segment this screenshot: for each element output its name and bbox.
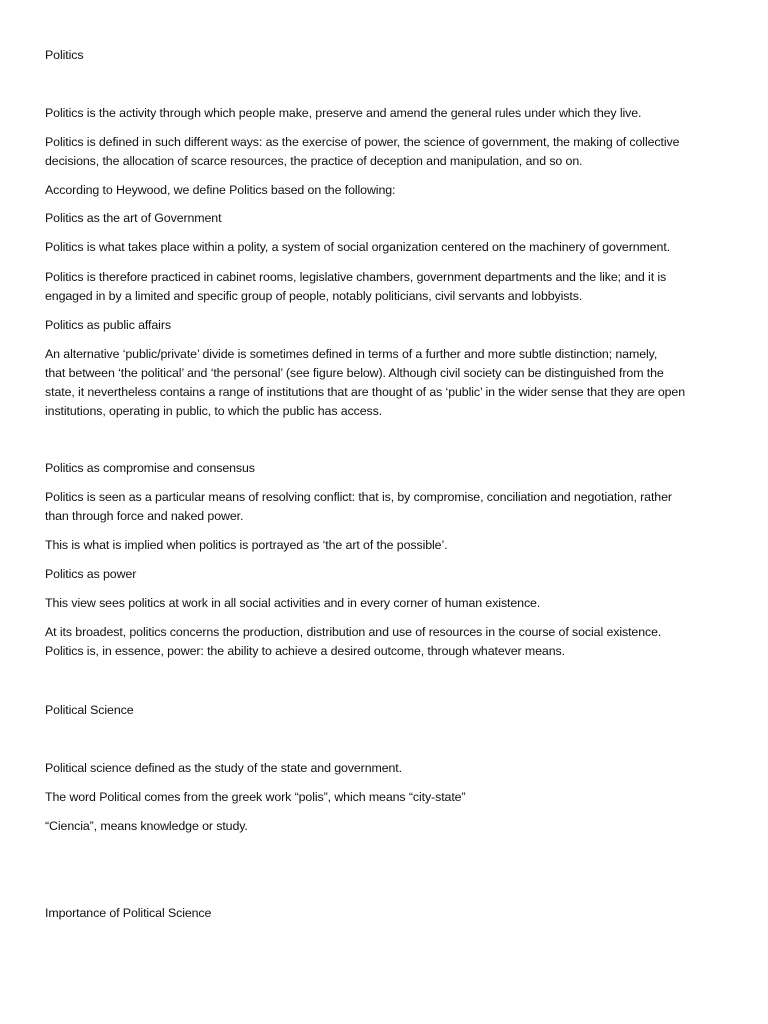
art-of-government-paragraph-2-line-2: engaged in by a limited and specific group of people, notably politicians, civil servants and lobbyists. <box>45 289 583 303</box>
section-heading-power: Politics as power <box>45 567 137 581</box>
compromise-paragraph-1-line-1: Politics is seen as a particular means of resolving conflict: that is, by compromise, conciliation and negotiation, rather <box>45 490 672 504</box>
political-science-etymology-ciencia: “Ciencia”, means knowledge or study. <box>45 819 248 833</box>
section-heading-political-science: Political Science <box>45 703 134 717</box>
public-affairs-line-2: that between ‘the political’ and ‘the personal’ (see figure below). Although civil society can be distinguished from the <box>45 366 664 380</box>
political-science-definition: Political science defined as the study of the state and government. <box>45 761 402 775</box>
compromise-paragraph-1-line-2: than through force and naked power. <box>45 509 244 523</box>
art-of-government-paragraph-1: Politics is what takes place within a polity, a system of social organization centered on the machinery of government. <box>45 240 671 254</box>
section-heading-importance: Importance of Political Science <box>45 906 212 920</box>
document-title: Politics <box>45 48 84 62</box>
section-heading-art-of-government: Politics as the art of Government <box>45 211 222 225</box>
power-paragraph-1: This view sees politics at work in all social activities and in every corner of human existence. <box>45 596 541 610</box>
public-affairs-line-3: state, it nevertheless contains a range of institutions that are thought of as ‘public’ in the wider sense that they are open <box>45 385 686 399</box>
intro-definition: Politics is the activity through which people make, preserve and amend the general rules under which they live. <box>45 106 642 120</box>
heywood-intro: According to Heywood, we define Politics based on the following: <box>45 183 396 197</box>
defined-ways-line-1: Politics is defined in such different ways: as the exercise of power, the science of government, the making of collective <box>45 135 680 149</box>
section-heading-public-affairs: Politics as public affairs <box>45 318 171 332</box>
public-affairs-line-1: An alternative ‘public/private’ divide is sometimes defined in terms of a further and more subtle distinction; namely, <box>45 347 658 361</box>
public-affairs-line-4: institutions, operating in public, to which the public has access. <box>45 404 383 418</box>
defined-ways-line-2: decisions, the allocation of scarce resources, the practice of deception and manipulation, and so on. <box>45 154 583 168</box>
art-of-government-paragraph-2-line-1: Politics is therefore practiced in cabinet rooms, legislative chambers, government departments and the like; and it is <box>45 270 667 284</box>
power-paragraph-2-line-2: Politics is, in essence, power: the ability to achieve a desired outcome, through whatever means. <box>45 644 565 658</box>
compromise-paragraph-2: This is what is implied when politics is portrayed as ‘the art of the possible’. <box>45 538 448 552</box>
political-science-etymology-polis: The word Political comes from the greek work “polis”, which means “city-state” <box>45 790 466 804</box>
section-heading-compromise: Politics as compromise and consensus <box>45 461 255 475</box>
power-paragraph-2-line-1: At its broadest, politics concerns the production, distribution and use of resources in the course of social existence. <box>45 625 662 639</box>
